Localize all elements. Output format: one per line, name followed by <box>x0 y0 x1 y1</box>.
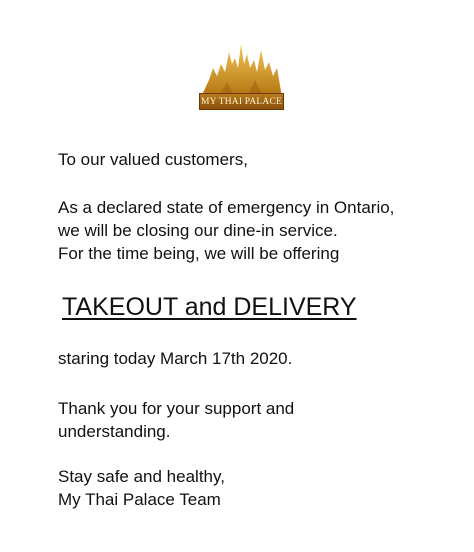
signoff-line: Stay safe and healthy, <box>58 467 225 486</box>
logo-nameplate <box>199 93 284 110</box>
greeting: To our valued customers, <box>58 150 248 169</box>
service-headline: TAKEOUT and DELIVERY <box>62 293 357 321</box>
temple-spires-icon <box>199 42 284 98</box>
signature: My Thai Palace Team <box>58 490 221 509</box>
paragraph-line: As a declared state of emergency in Ontario, <box>58 198 395 217</box>
start-date-line: staring today March 17th 2020. <box>58 349 293 368</box>
logo-name: MY THAI PALACE <box>200 96 283 107</box>
thanks-line: Thank you for your support and <box>58 399 295 418</box>
paragraph-line: For the time being, we will be offering <box>58 244 340 263</box>
paragraph-line: we will be closing our dine-in service. <box>58 221 338 240</box>
restaurant-logo <box>199 42 284 114</box>
thanks-line: understanding. <box>58 422 171 441</box>
